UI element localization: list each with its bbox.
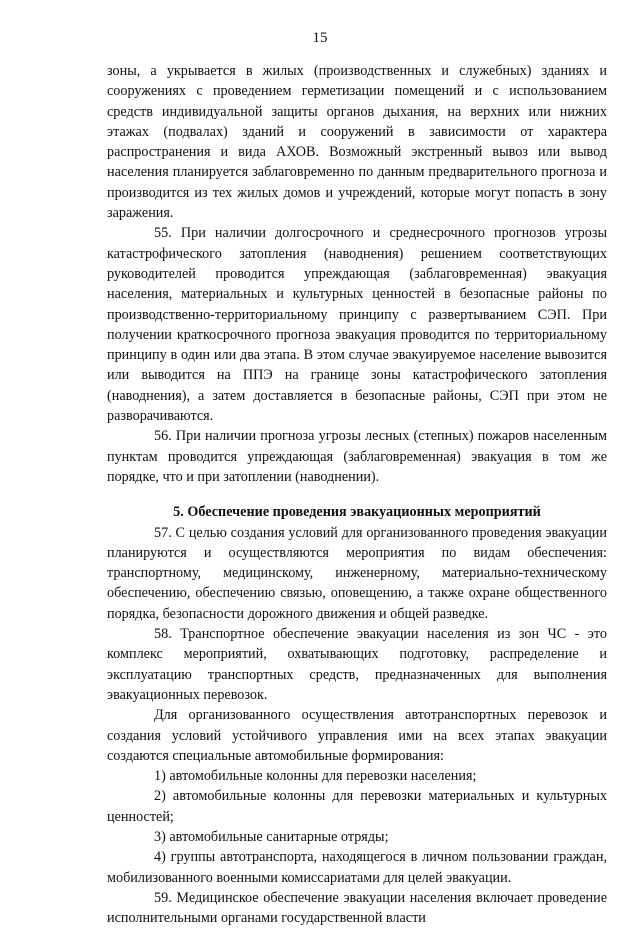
- paragraph-formations-intro: Для организованного осуществления автотранспортных перевозок и создания условий устойчивого управления ими на всех этапах эвакуации создаются специальные автомобильные формирования:: [107, 707, 607, 764]
- paragraph-55: 55. При наличии долгосрочного и среднесрочного прогнозов угрозы катастрофического затопления (наводнения) решением соответствующих руководителей проводится упреждающая (заблаговременная) эвакуация населения, материальных и культурных ценностей в безопасные районы по производственно-территориальному принципу с развертыванием СЭП. При получении краткосрочного прогноза эвакуация проводится по территориальному принципу в один или два этапа. В этом случае эвакуируемое население вывозится или выводится на ППЭ на границе зоны катастрофического затопления (наводнения), а затем доставляется в безопасные районы, СЭП при этом не разворачиваются.: [107, 225, 607, 425]
- list-item-3: 3) автомобильные санитарные отряды;: [154, 828, 389, 845]
- page-number: 15: [312, 30, 328, 46]
- list-item-2: 2) автомобильные колонны для перевозки материальных и культурных ценностей;: [107, 788, 607, 825]
- paragraph-58: 58. Транспортное обеспечение эвакуации населения из зон ЧС - это комплекс мероприятий, охватывающих подготовку, распределение и эксплуатацию транспортных средств, предназначенных для выполнения эвакуационных перевозок.: [107, 626, 607, 703]
- page-body: [107, 61, 607, 928]
- paragraph-56: 56. При наличии прогноза угрозы лесных (степных) пожаров населенным пунктам проводится упреждающая (заблаговременная) эвакуация в том же порядке, что и при затоплении (наводнении).: [107, 428, 607, 485]
- list-item-1: 1) автомобильные колонны для перевозки населения;: [154, 768, 477, 785]
- paragraph-59: 59. Медицинское обеспечение эвакуации населения включает проведение исполнительными органами государственной власти: [107, 889, 607, 927]
- paragraph-57: 57. С целью создания условий для организованного проведения эвакуации планируются и осуществляются мероприятия по видам обеспечения: транспортному, медицинскому, инженерному, материально-техническому обеспечению, обеспечению связью, оповещению, а также охране общественного порядка, безопасности дорожного движения и общей разведке.: [107, 524, 607, 622]
- paragraph-continuation: зоны, а укрывается в жилых (производственных и служебных) зданиях и сооружениях с проведением герметизации помещений и с использованием средств индивидуальной защиты органов дыхания, на верхних или нижних этажах (подвалах) зданий и сооружений в зависимости от характера распространения и вида АХОВ. Возможный экстренный вывоз или вывод населения планируется заблаговременно по данным предварительного прогноза и производится из тех жилых домов и учреждений, которые могут попасть в зону заражения.: [107, 63, 607, 222]
- list-item-4: 4) группы автотранспорта, находящегося в личном пользовании граждан, мобилизованного военными комиссариатами для целей эвакуации.: [107, 849, 607, 886]
- section-heading: 5. Обеспечение проведения эвакуационных мероприятий: [173, 504, 541, 521]
